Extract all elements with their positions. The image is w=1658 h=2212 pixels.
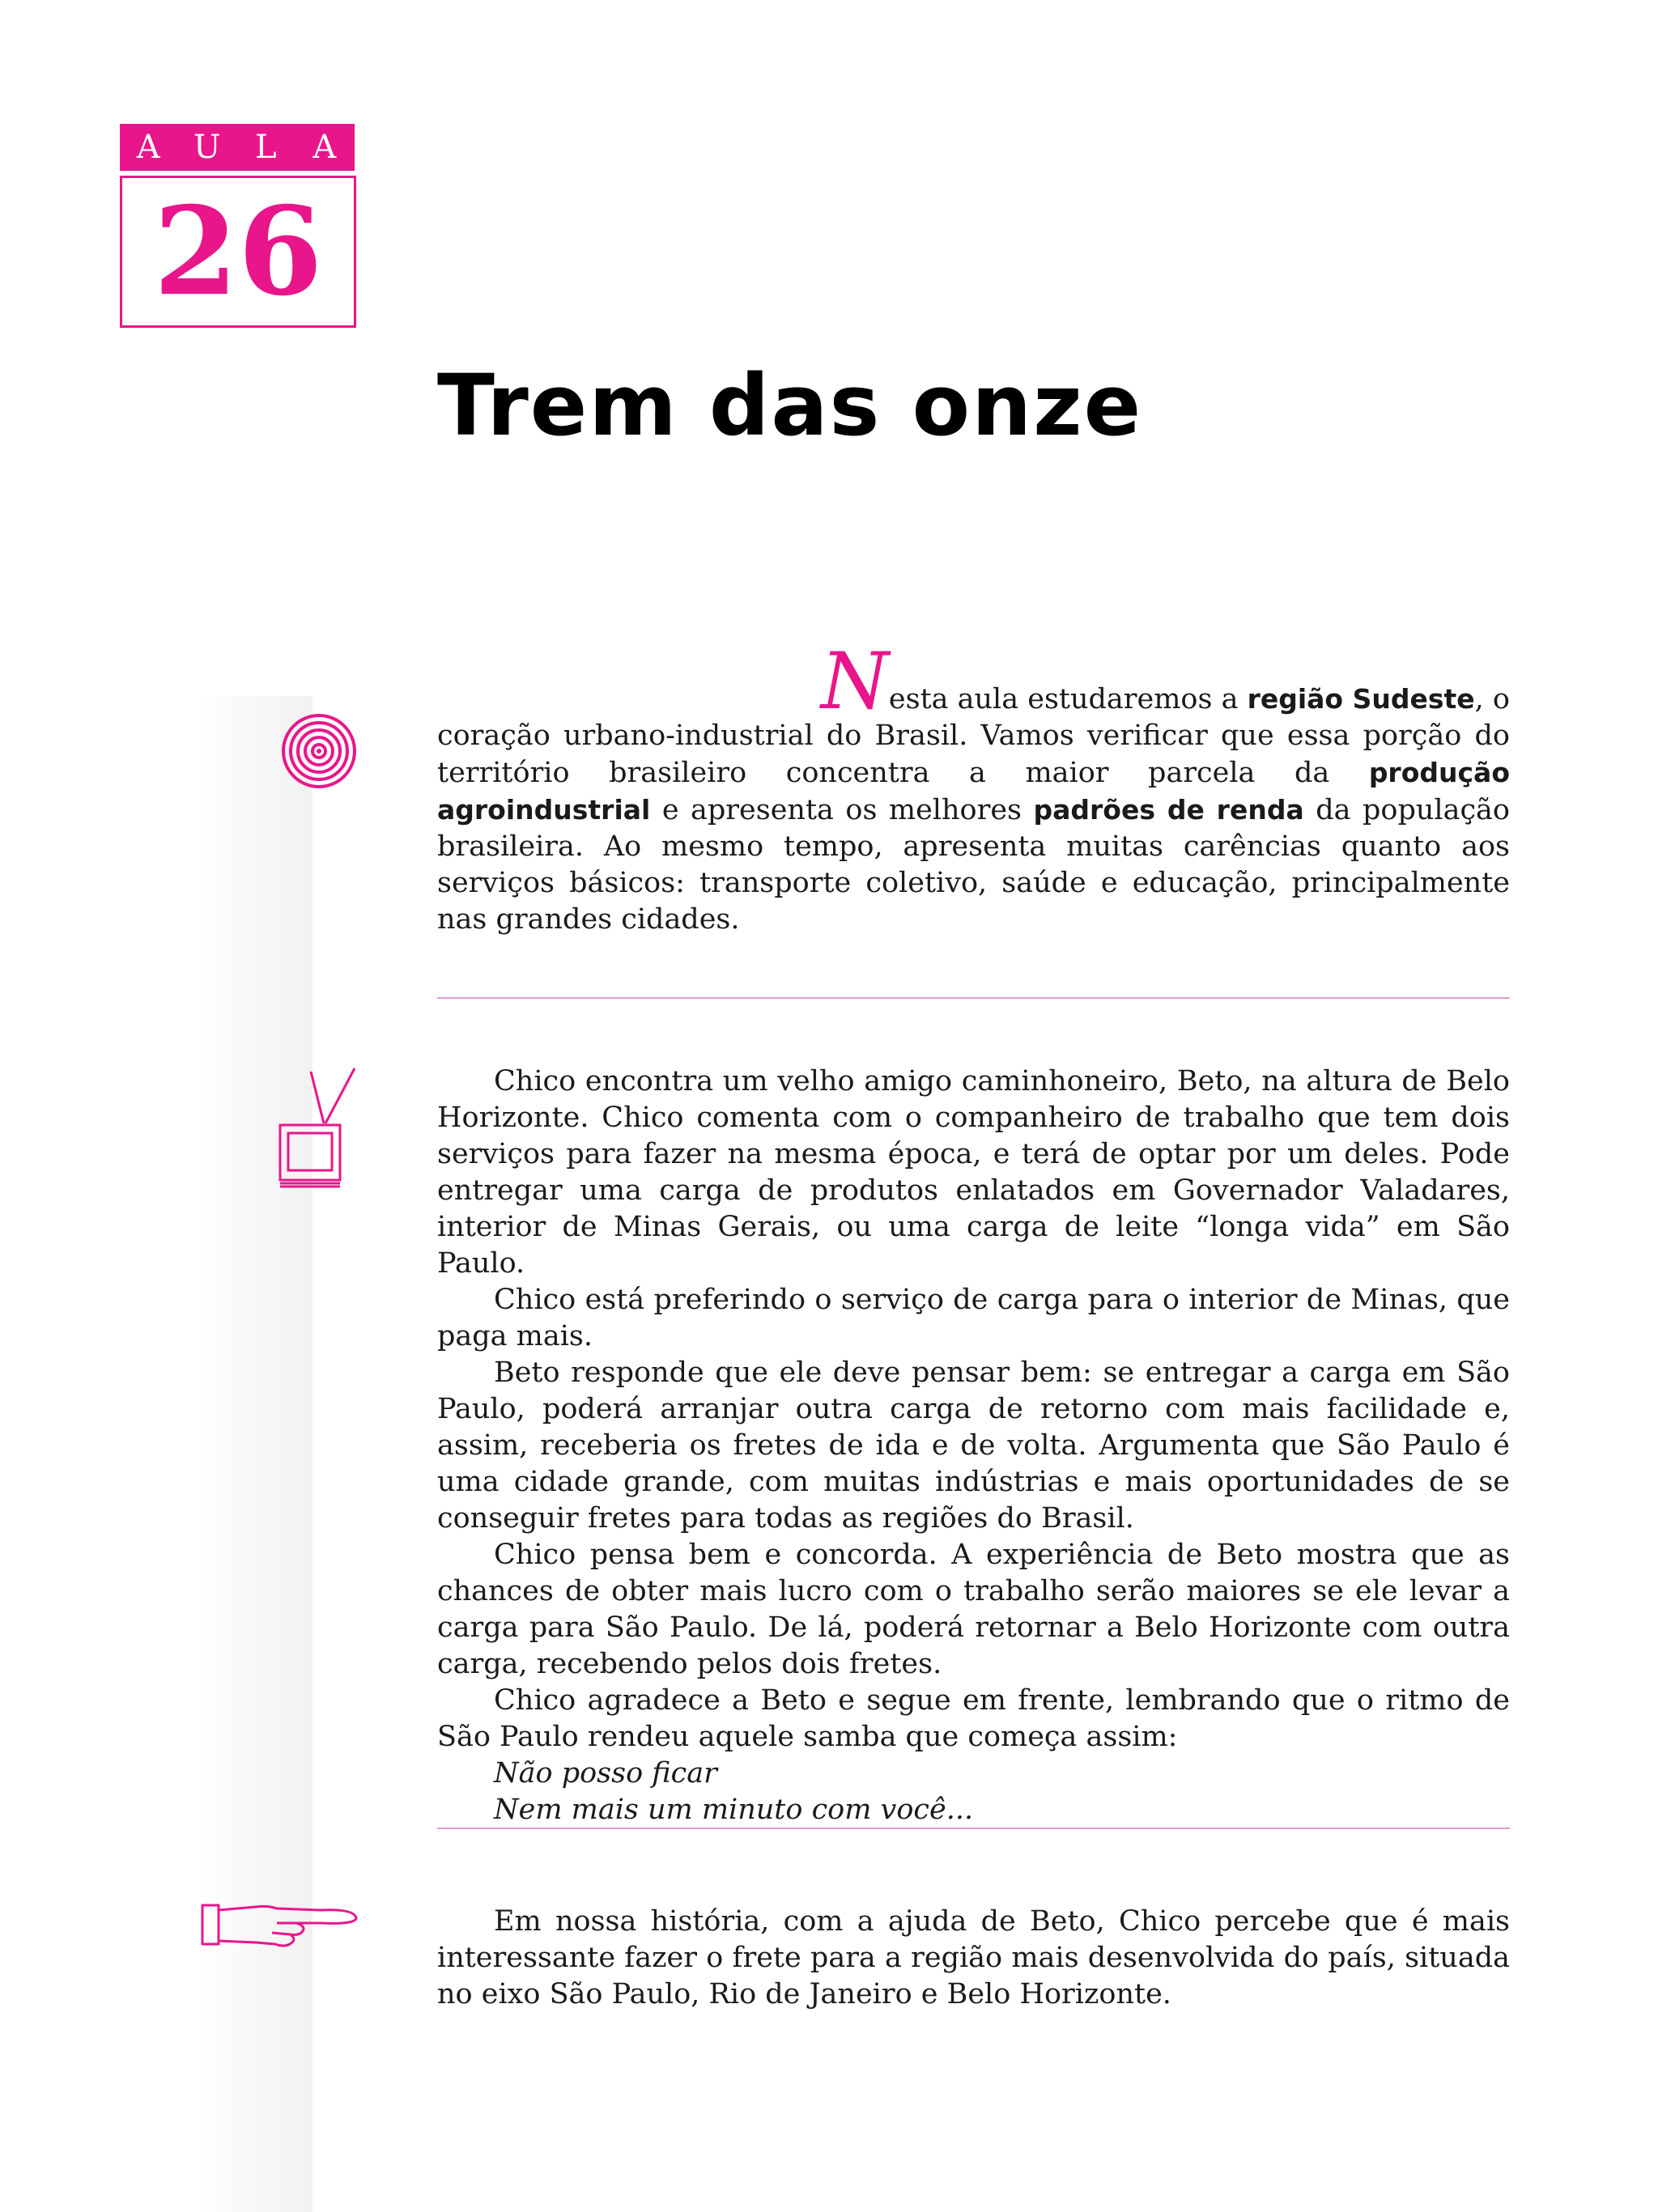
margin-shade [199,696,312,2212]
story-paragraph: Chico está preferindo o serviço de carga para o interior de Minas, que paga mais. [437,1284,1510,1352]
keyword: produção agroindustrial [437,757,1510,826]
section-divider [437,1828,1510,1829]
song-verse: Não posso ficar [494,1757,717,1790]
intro-first-line [437,636,1510,727]
intro-text: coração urbano-industrial do Brasil. Vamos verificar que essa porção do território brasileiro concentra a maior parcela da [437,720,1510,789]
intro-text: esta aula estudaremos a [888,683,1248,715]
intro-section [437,636,1510,938]
song-verse: Nem mais um minuto com você... [494,1794,974,1826]
story-paragraph: Chico agradece a Beto e segue em frente, lembrando que o ritmo de São Paulo rendeu aquele samba que começa assim: [437,1684,1510,1753]
intro-text: e apresenta os melhores [650,794,1034,826]
intro-paragraph [437,718,1510,938]
conclusion-section [437,1904,1510,2013]
keyword: padrões de renda [1033,794,1304,826]
page-title: Trem das onze [437,356,1143,455]
target-icon [280,712,358,790]
story-paragraph: Chico pensa bem e concorda. A experiência de Beto mostra que as chances de obter mais lucro com o trabalho serão maiores se ele levar a carga para São Paulo. De lá, poderá retornar a Belo Horizonte com outra carga, recebendo pelos dois fretes. [437,1539,1510,1680]
lesson-number: 26 [120,176,356,328]
lesson-letter: A [136,129,162,166]
lesson-letter: A [312,129,338,166]
story-section [437,1064,1510,1828]
conclusion-paragraph: Em nossa história, com a ajuda de Beto, Chico percebe que é mais interessante fazer o frete para a região mais desenvolvida do país, situada no eixo São Paulo, Rio de Janeiro e Belo Horizonte. [437,1905,1510,2010]
lesson-letter: L [254,129,278,166]
lesson-label [120,124,355,171]
section-divider [437,997,1510,999]
story-paragraph: Beto responde que ele deve pensar bem: se entregar a carga em São Paulo, poderá arranjar outra carga de retorno com mais facilidade e, assim, receberia os fretes de ida e de volta. Argumenta que São Paulo é uma cidade grande, com muitas indústrias e mais oportunidades de se conseguir fretes para todas as regiões do Brasil. [437,1356,1510,1535]
lesson-letter: U [193,129,223,166]
lesson-badge [120,124,355,326]
intro-text: , o [1474,683,1510,715]
pointing-hand-icon [199,1894,361,1954]
drop-cap: N [820,636,889,727]
story-paragraph: Chico encontra um velho amigo caminhoneiro, Beto, na altura de Belo Horizonte. Chico comenta com o companheiro de trabalho que tem dois serviços para fazer na mesma época, e terá de optar por um deles. Pode entregar uma carga de produtos enlatados em Governador Valadares, interior de Minas Gerais, ou uma carga de leite “longa vida” em São Paulo. [437,1065,1510,1280]
television-icon [275,1067,364,1188]
keyword: região Sudeste [1247,683,1475,715]
intro-text: da população brasileira. Ao mesmo tempo, apresenta muitas carências quanto aos serviços básicos: transporte coletivo, saúde e educação, principalmente nas grandes cidades. [437,794,1510,936]
